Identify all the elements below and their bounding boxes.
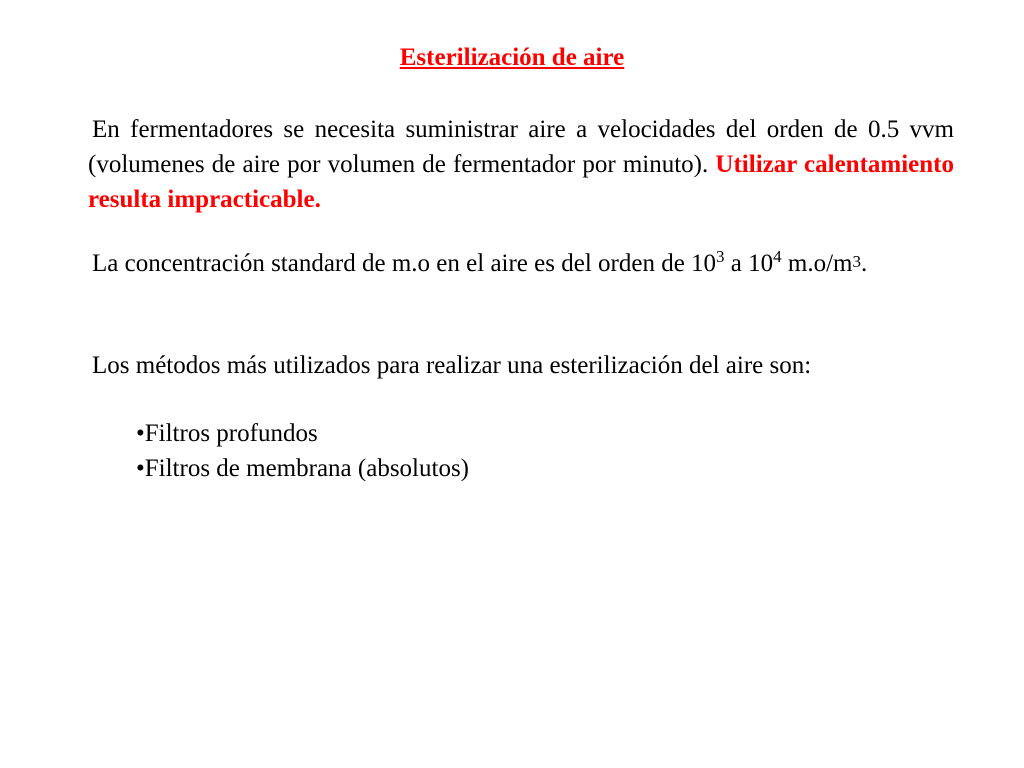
slide-title: Esterilización de aire bbox=[399, 44, 625, 71]
paragraph-air-supply bbox=[88, 112, 954, 217]
exponent-4: 4 bbox=[773, 247, 782, 266]
impracticable-heating-note: Utilizar calentamiento resulta impracticable. bbox=[88, 151, 954, 213]
paragraph-methods: Los métodos más utilizados para realizar una esterilización del aire son: bbox=[92, 352, 812, 379]
list-item-membrane-filters: •Filtros de membrana (absolutos) bbox=[136, 455, 469, 482]
concentration-text-c: m.o/m bbox=[781, 250, 853, 277]
paragraph-air-supply-text: En fermentadores se necesita suministrar aire a velocidades del orden de 0.5 vvm (volumenes de aire por volumen de fermentador por minuto). bbox=[88, 116, 954, 178]
exponent-unit-3: 3 bbox=[852, 252, 861, 271]
concentration-text-a: La concentración standard de m.o en el aire es del orden de 10 bbox=[92, 250, 717, 277]
exponent-3: 3 bbox=[716, 247, 725, 266]
paragraph-concentration bbox=[88, 246, 954, 281]
methods-list bbox=[136, 416, 469, 486]
concentration-text-b: a 10 bbox=[724, 250, 774, 277]
concentration-text-d: . bbox=[861, 250, 868, 277]
list-item-deep-filters: •Filtros profundos bbox=[136, 420, 318, 447]
